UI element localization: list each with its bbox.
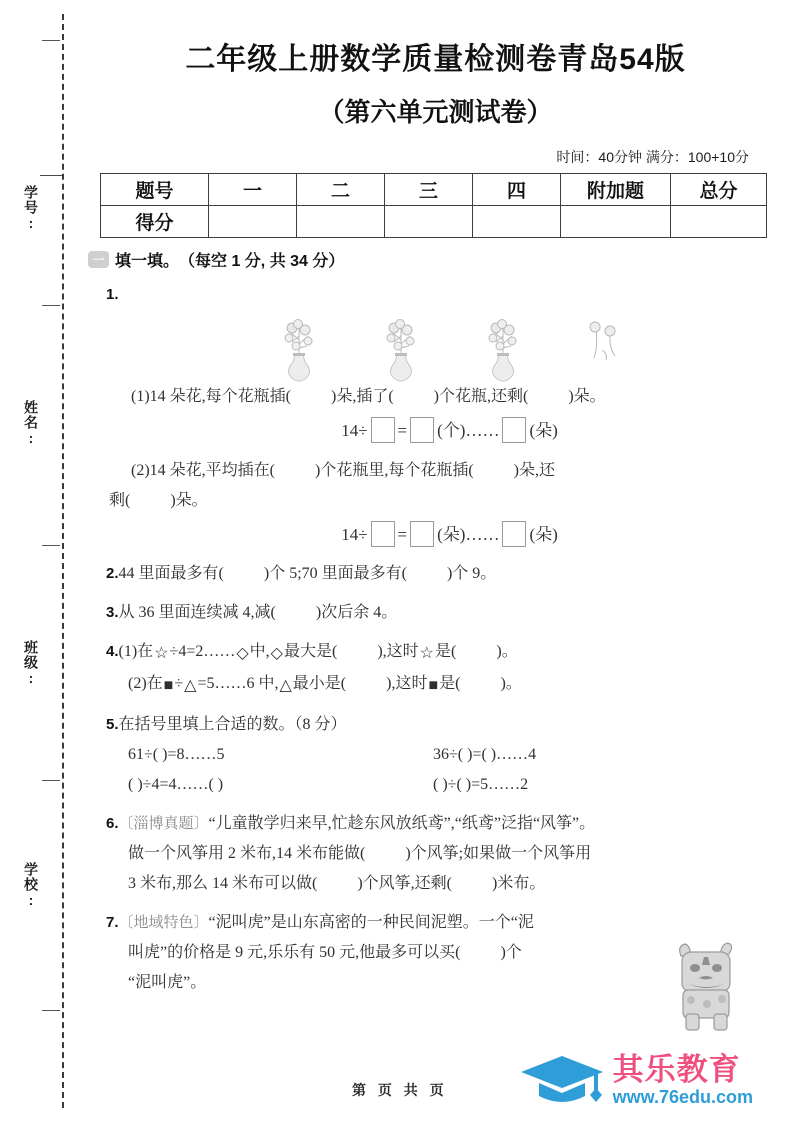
binding-sidebar xyxy=(0,0,78,1122)
question-1-part-1 xyxy=(109,382,793,412)
question-1 xyxy=(106,280,793,550)
q5-row-2-right[interactable]: ( )÷( )=5……2 xyxy=(433,776,529,793)
q4p1-text-f: 是( xyxy=(435,643,457,660)
q5-row-1-left[interactable]: 61÷( )=8……5 xyxy=(128,746,225,763)
page-subtitle: （第六单元测试卷） xyxy=(318,97,553,127)
score-cell-4[interactable] xyxy=(473,206,561,238)
q4p2-text-g: )。 xyxy=(500,675,522,692)
triangle-shape-icon: △ xyxy=(279,677,292,694)
sidebar-separator-4 xyxy=(42,780,60,781)
q7-line-1: “泥叫虎”是山东高密的一种民间泥塑。一个“泥 xyxy=(208,914,534,931)
q4p1-label: (1) xyxy=(118,643,138,660)
q1p1-label: (1) xyxy=(131,388,150,405)
question-2 xyxy=(106,559,793,589)
section-badge: 一 xyxy=(88,251,109,268)
sidebar-separator-5 xyxy=(42,1010,60,1011)
eq-equals: = xyxy=(397,421,408,440)
page-number-label: 第 页 共 页 xyxy=(352,1082,448,1098)
q6-line-2-b: )个风筝;如果做一个风筝用 xyxy=(405,845,592,862)
table-row xyxy=(101,206,767,238)
q5-row-2-left[interactable]: ( )÷4=4……( ) xyxy=(128,776,224,793)
clay-tiger-icon xyxy=(669,940,745,1036)
question-number: 1. xyxy=(106,286,119,303)
score-table-col-total: 总分 xyxy=(671,174,767,206)
sidebar-field-class xyxy=(8,640,54,687)
q1p1-text-a: 14 朵花,每个花瓶插( xyxy=(149,388,291,405)
question-number: 6. xyxy=(106,815,119,832)
q1p1-text-c: )个花瓶,还剩( xyxy=(433,388,529,405)
score-cell-1[interactable] xyxy=(209,206,297,238)
score-table-row-label: 得分 xyxy=(101,206,209,238)
question-6 xyxy=(106,809,793,899)
q6-line-3-a: 3 米布,那么 14 米布可以做( xyxy=(128,875,318,892)
q4p2-text-c: =5……6 中, xyxy=(197,675,279,692)
star-shape-icon: ☆ xyxy=(419,645,435,662)
sidebar-separator-3 xyxy=(42,545,60,546)
q4p2-text-e: ),这时 xyxy=(386,675,428,692)
q7-line-2-b: )个 xyxy=(500,944,522,961)
page-title: 二年级上册数学质量检测卷青岛54版 xyxy=(185,43,686,76)
section-one-header xyxy=(88,248,793,271)
q4p2-text-a: 在 xyxy=(146,675,163,692)
square-shape-icon: ■ xyxy=(428,677,439,694)
vase-body xyxy=(391,355,412,381)
score-table xyxy=(100,173,767,238)
answer-box[interactable] xyxy=(410,521,434,547)
q7-line-3-text: “泥叫虎”。 xyxy=(128,974,207,991)
answer-box[interactable] xyxy=(502,417,526,443)
score-table-col-4: 四 xyxy=(473,174,561,206)
question-1-part-2 xyxy=(109,456,793,486)
question-6-tag: 〔淄博真题〕 xyxy=(118,816,209,832)
sidebar-rule-1 xyxy=(40,175,62,176)
q4p1-text-a: 在 xyxy=(137,643,154,660)
vase-body xyxy=(289,355,310,381)
flower-vase-icon xyxy=(378,316,424,382)
q4p1-text-b: ÷4=2…… xyxy=(169,643,236,660)
q4p1-text-d: 最大是( xyxy=(283,643,338,660)
q1p1-text-b: )朵,插了( xyxy=(331,388,394,405)
answer-box[interactable] xyxy=(371,521,395,547)
sidebar-separator-1 xyxy=(42,40,60,41)
sidebar-field-label: 班级: xyxy=(23,640,39,687)
q4p1-text-e: ),这时 xyxy=(377,643,419,660)
eq-lead: 14÷ xyxy=(341,525,368,544)
q1p2-text-e: )朵。 xyxy=(170,492,208,509)
sidebar-field-label: 姓名: xyxy=(23,400,39,447)
answer-box[interactable] xyxy=(502,521,526,547)
sidebar-field-label: 学校: xyxy=(23,862,39,909)
diamond-shape-icon: ◇ xyxy=(236,645,249,662)
question-number: 3. xyxy=(106,604,119,621)
score-table-col-2: 二 xyxy=(297,174,385,206)
page-footer xyxy=(0,1028,793,1114)
answer-box[interactable] xyxy=(410,417,434,443)
score-cell-2[interactable] xyxy=(297,206,385,238)
q1p2-equation xyxy=(106,520,793,550)
score-table-col-extra: 附加题 xyxy=(561,174,671,206)
triangle-shape-icon: △ xyxy=(184,677,197,694)
question-3 xyxy=(106,598,793,628)
q6-line-1: “儿童散学归来早,忙趁东风放纸鸢”,“纸鸢”泛指“风筝”。 xyxy=(208,815,596,832)
brand-logo xyxy=(519,1050,753,1110)
eq-equals: = xyxy=(397,525,408,544)
eq-lead: 14÷ xyxy=(341,421,368,440)
table-row xyxy=(101,174,767,206)
question-7-tag: 〔地域特色〕 xyxy=(118,915,209,931)
question-5 xyxy=(106,710,793,800)
q1p2-text-d: 剩( xyxy=(109,492,131,509)
question-number: 2. xyxy=(106,565,119,582)
question-number: 5. xyxy=(106,716,119,733)
exam-meta: 时间：40分钟 满分：100+10分 xyxy=(556,149,749,165)
sidebar-field-school xyxy=(8,862,54,909)
q1p1-equation xyxy=(106,416,793,446)
vase-illustration xyxy=(276,314,793,382)
q4p2-text-f: 是( xyxy=(439,675,461,692)
question-number: 7. xyxy=(106,914,119,931)
q1p2-label: (2) xyxy=(131,462,150,479)
score-cell-extra[interactable] xyxy=(561,206,671,238)
score-table-col-1: 一 xyxy=(209,174,297,206)
eq-unit-2: (朵) xyxy=(529,525,558,544)
q3-text-a: 从 36 里面连续减 4,减( xyxy=(118,604,276,621)
q6-line-2 xyxy=(106,839,793,869)
score-cell-total[interactable] xyxy=(671,206,767,238)
loose-flowers-icon xyxy=(582,316,628,382)
sidebar-field-label: 学号: xyxy=(23,185,39,232)
sidebar-field-student-id xyxy=(8,185,54,232)
q4p1-text-c: 中, xyxy=(249,643,270,660)
question-4-part-2 xyxy=(106,669,793,701)
brand-name: 其乐教育 xyxy=(612,1052,741,1087)
q4p1-text-g: )。 xyxy=(496,643,518,660)
sidebar-separator-2 xyxy=(42,305,60,306)
star-shape-icon: ☆ xyxy=(154,645,169,662)
q2-text-b: )个 5;70 里面最多有( xyxy=(263,565,407,582)
question-number: 4. xyxy=(106,643,119,660)
score-table-col-3: 三 xyxy=(385,174,473,206)
q7-line-2-a: 叫虎”的价格是 9 元,乐乐有 50 元,他最多可以买( xyxy=(128,944,461,961)
q1p2-text-a: 14 朵花,平均插在( xyxy=(149,462,275,479)
q6-line-3 xyxy=(106,869,793,899)
flower-vase-icon xyxy=(276,316,322,382)
section-points: （每空 1 分, 共 34 分） xyxy=(179,253,345,270)
eq-unit-1: (朵)…… xyxy=(437,525,500,544)
binding-dashed-line xyxy=(62,14,64,1108)
q1p1-text-d: )朵。 xyxy=(568,388,606,405)
q5-row-1-right[interactable]: 36÷( )=( )……4 xyxy=(433,746,537,763)
q6-line-3-c: )米布。 xyxy=(492,875,546,892)
q5-title: 在括号里填上合适的数。（8 分） xyxy=(118,716,347,733)
exam-page xyxy=(78,0,793,1122)
answer-box[interactable] xyxy=(371,417,395,443)
q2-text-c: )个 9。 xyxy=(446,565,497,582)
q4p2-label: (2) xyxy=(128,675,147,692)
q1p2-text-b: )个花瓶里,每个花瓶插( xyxy=(315,462,474,479)
sidebar-field-name xyxy=(8,400,54,447)
brand-text-block xyxy=(613,1054,753,1106)
q1p2-text-c: )朵,还 xyxy=(513,462,556,479)
eq-unit-1: (个)…… xyxy=(437,421,500,440)
q6-line-3-b: )个风筝,还剩( xyxy=(357,875,453,892)
diamond-shape-icon: ◇ xyxy=(270,645,283,662)
brand-url: www.76edu.com xyxy=(612,1087,753,1107)
q4p2-text-b: ÷ xyxy=(174,675,184,692)
section-title: 填一填。 xyxy=(115,253,180,270)
eq-unit-2: (朵) xyxy=(529,421,558,440)
q6-line-2-a: 做一个风筝用 2 米布,14 米布能做( xyxy=(128,845,366,862)
q5-row-2 xyxy=(106,770,793,800)
graduation-cap-icon xyxy=(519,1050,605,1110)
score-table-row-label: 题号 xyxy=(101,174,209,206)
q4p2-text-d: 最小是( xyxy=(292,675,347,692)
score-cell-3[interactable] xyxy=(385,206,473,238)
clay-tiger-illustration xyxy=(669,940,745,1036)
vase-body xyxy=(493,355,514,381)
question-1-part-2-cont xyxy=(109,486,793,516)
square-shape-icon: ■ xyxy=(163,677,174,694)
q3-text-b: )次后余 4。 xyxy=(315,604,398,621)
q2-text-a: 44 里面最多有( xyxy=(118,565,224,582)
question-4 xyxy=(106,637,793,701)
flower-vase-icon xyxy=(480,316,526,382)
q5-row-1 xyxy=(106,740,793,770)
